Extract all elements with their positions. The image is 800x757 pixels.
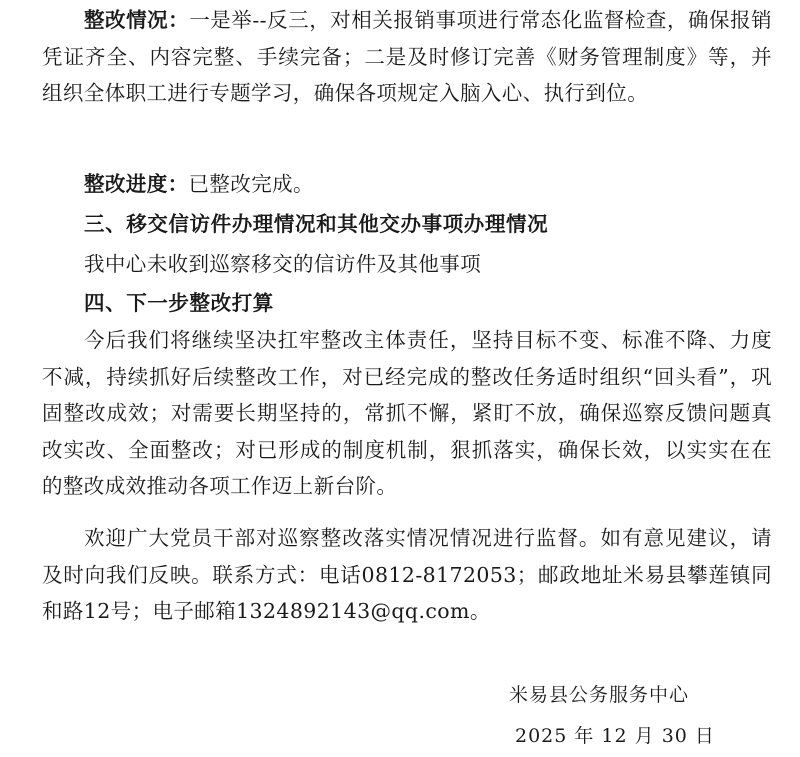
rectification-status-text: 一是举--反三，对相关报销事项进行常态化监督检查，确保报销凭证齐全、内容完整、手续完备；二是及时修订完善《财务管理制度》等，并组织全体职工进行专题学习，确保各项规定入脑入心、执行到位。: [42, 8, 773, 105]
rectification-status-label: 整改情况：: [84, 8, 190, 32]
rectification-status-paragraph: [42, 2, 772, 112]
signature-organization: 米易县公务服务中心: [509, 684, 690, 706]
section-heading-3: 三、移交信访件办理情况和其他交办事项办理情况: [84, 212, 549, 236]
rectification-progress-text: 已整改完成。: [188, 172, 314, 196]
signature-date: 2025 年 12 月 30 日: [515, 725, 715, 747]
contact-paragraph: 欢迎广大党员干部对巡察整改落实情况情况进行监督。如有意见建议，请及时向我们反映。联系方式：电话0812-8172053；邮政地址米易县攀莲镇同和路12号；电子邮箱1324892143@qq.com。: [42, 526, 772, 623]
rectification-progress-label: 整改进度：: [84, 172, 189, 196]
next-steps-paragraph: 今后我们将继续坚决扛牢整改主体责任，坚持目标不变、标准不降、力度不减，持续抓好后续整改工作，对已经完成的整改任务适时组织“回头看”，巩固整改成效；对需要长期坚持的，常抓不懈，紧盯不放，确保巡察反馈问题真改实改、全面整改；对已形成的制度机制，狠抓落实，确保长效，以实实在在的整改成效推动各项工作迈上新台阶。: [42, 328, 772, 498]
section-heading-4: 四、下一步整改打算: [84, 291, 274, 315]
petition-paragraph: 我中心未收到巡察移交的信访件及其他事项: [84, 252, 482, 276]
rectification-progress-paragraph: [42, 166, 772, 203]
